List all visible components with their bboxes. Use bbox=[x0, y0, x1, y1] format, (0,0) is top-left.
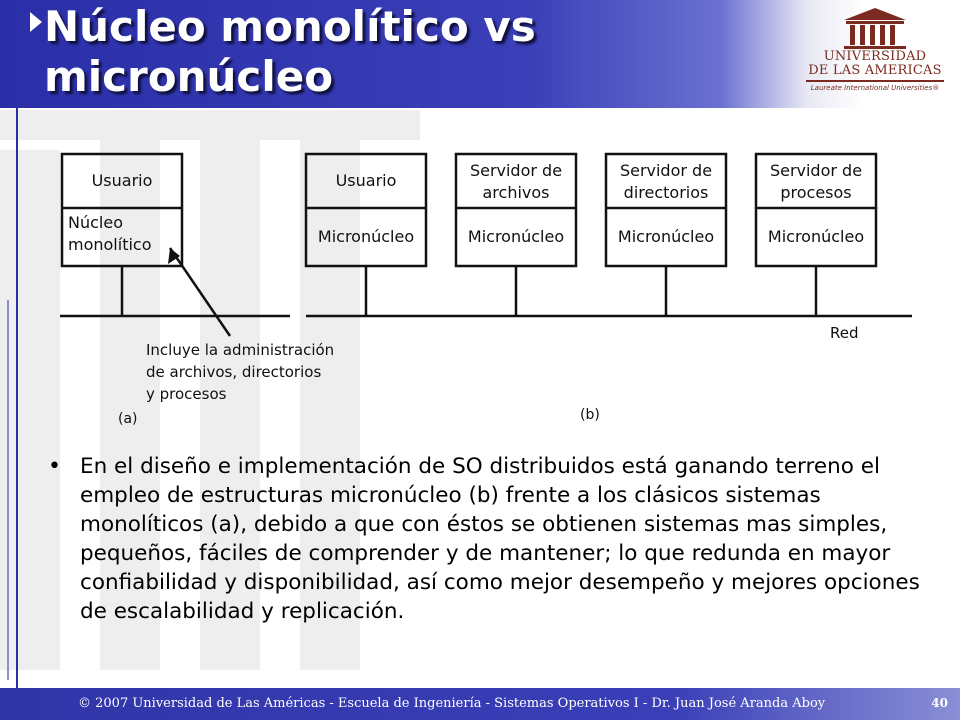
node3-bottom: Micronúcleo bbox=[617, 227, 715, 246]
logo-line1: UNIVERSIDAD bbox=[823, 49, 927, 64]
monolithic-user-label: Usuario bbox=[91, 171, 153, 190]
slide-title: Núcleo monolítico vs micronúcleo bbox=[44, 2, 536, 101]
node4-top-line1: Servidor de bbox=[769, 161, 863, 180]
network-label: Red bbox=[830, 324, 859, 342]
university-logo bbox=[800, 6, 950, 102]
label-a: (a) bbox=[118, 411, 138, 427]
node3-top-line1: Servidor de bbox=[619, 161, 713, 180]
node4-top-line2: procesos bbox=[780, 183, 852, 202]
footer-text: © 2007 Universidad de Las Américas - Escuela de Ingeniería - Sistemas Operativos I - Dr. Juan José Aranda Aboy bbox=[78, 696, 826, 711]
node4-bottom: Micronúcleo bbox=[767, 227, 865, 246]
annotation-line3: y procesos bbox=[146, 385, 227, 403]
node3-top-line2: directorios bbox=[623, 183, 709, 202]
title-arrow-icon bbox=[30, 12, 42, 32]
node2-top-line2: archivos bbox=[482, 183, 550, 202]
building-logo-icon bbox=[840, 6, 910, 50]
node2-bottom: Micronúcleo bbox=[467, 227, 565, 246]
bullet-icon: • bbox=[48, 454, 61, 479]
monolithic-kernel-line1: Núcleo bbox=[68, 213, 123, 232]
node1-top-line1: Usuario bbox=[335, 171, 397, 190]
label-b: (b) bbox=[580, 407, 600, 423]
node2-top-line1: Servidor de bbox=[469, 161, 563, 180]
page-number: 40 bbox=[931, 696, 948, 710]
logo-tagline: Laureate International Universities® bbox=[810, 84, 940, 92]
annotation-line2: de archivos, directorios bbox=[146, 363, 322, 381]
node1-bottom: Micronúcleo bbox=[317, 227, 415, 246]
annotation-line1: Incluye la administración bbox=[146, 341, 335, 359]
left-rule-secondary bbox=[7, 300, 9, 680]
left-rule bbox=[16, 0, 18, 690]
logo-rule bbox=[806, 80, 944, 82]
monolithic-kernel-line2: monolítico bbox=[68, 235, 152, 254]
bullet-list bbox=[40, 452, 920, 626]
body-paragraph: En el diseño e implementación de SO distribuidos está ganando terreno el empleo de estructuras micronúcleo (b) frente a los clásicos sistemas monolíticos (a), debido a que con éstos se obtienen sistemas mas simples, pequeños, fáciles de comprender y de mantener; lo que redunda en mayor confiabilidad y disponibilidad, así como mejor desempeño y mejores opciones de escalabilidad y replicación. bbox=[80, 454, 920, 624]
list-item bbox=[40, 452, 920, 626]
kernel-diagram bbox=[50, 140, 930, 430]
logo-line2: DE LAS AMERICAS bbox=[808, 63, 942, 78]
